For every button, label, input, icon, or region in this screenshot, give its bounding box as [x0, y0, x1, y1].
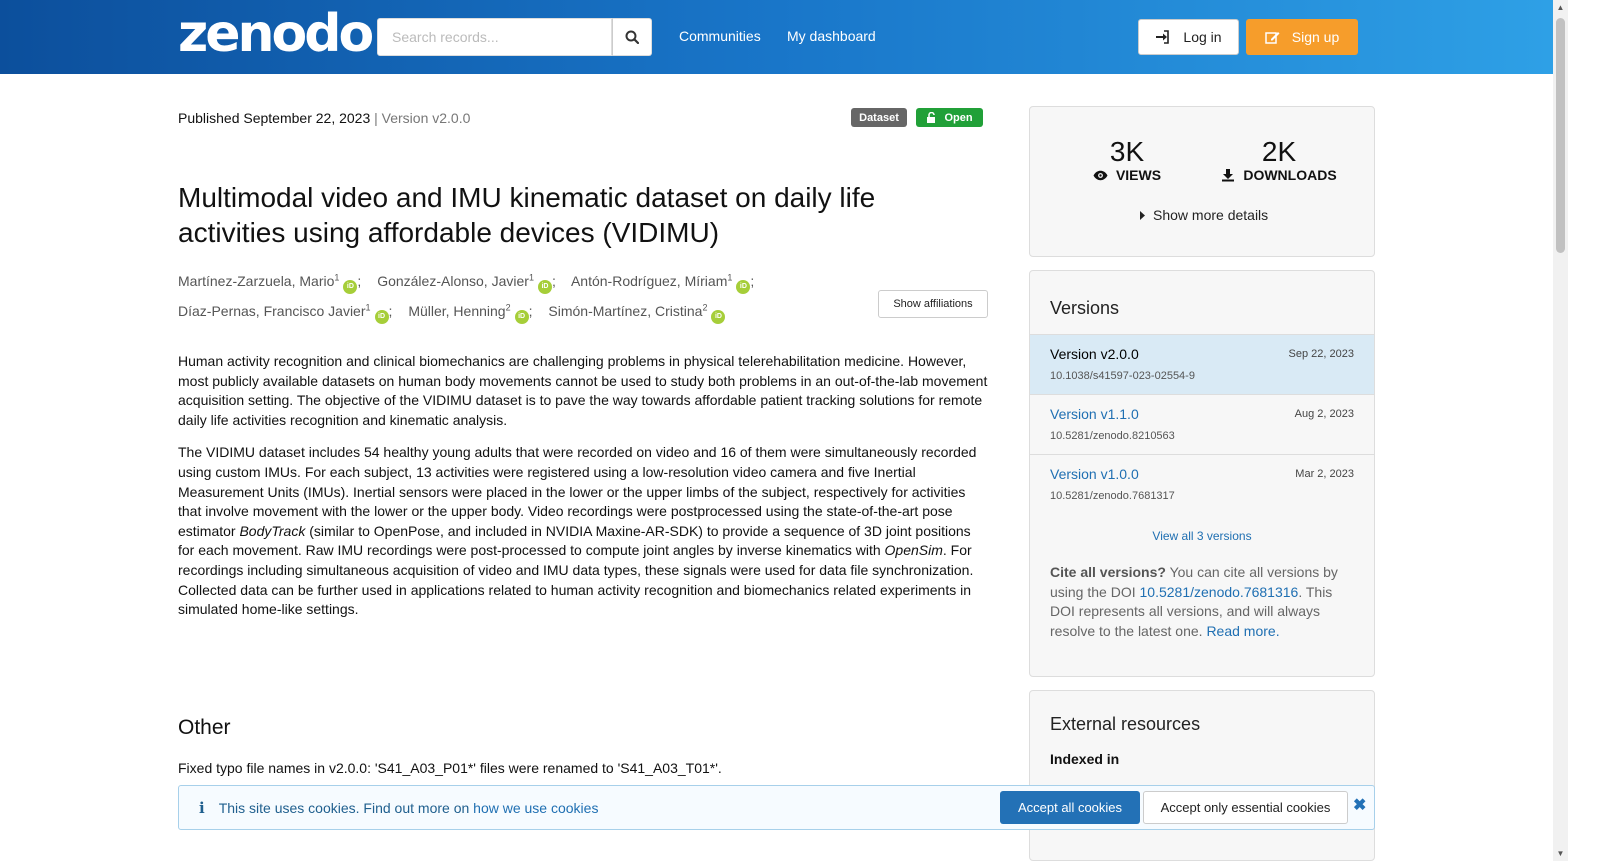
- orcid-icon[interactable]: iD: [538, 280, 552, 294]
- version-name: Version v2.0.0: [1050, 346, 1139, 362]
- login-label: Log in: [1183, 29, 1222, 45]
- edit-icon: [1265, 30, 1280, 44]
- orcid-icon[interactable]: iD: [343, 280, 357, 294]
- search-button[interactable]: [612, 18, 652, 56]
- author-item[interactable]: Martínez-Zarzuela, Mario$^1$iD ;: [178, 273, 373, 289]
- version-item: [1030, 394, 1374, 454]
- cookie-policy-link[interactable]: how we use cookies: [473, 800, 599, 816]
- unlock-icon: [926, 112, 936, 123]
- orcid-icon[interactable]: iD: [736, 280, 750, 294]
- version-doi: 10.1038/s41597-023-02554-9: [1050, 370, 1195, 382]
- signup-button[interactable]: [1246, 19, 1358, 55]
- read-more-link[interactable]: Read more.: [1206, 622, 1280, 639]
- views-label: VIEWS: [1115, 167, 1162, 183]
- cookie-banner: [178, 785, 1375, 830]
- author-item[interactable]: Díaz-Pernas, Francisco Javier$^1$iD ;: [178, 303, 404, 319]
- login-button[interactable]: [1138, 19, 1239, 55]
- version-doi: 10.5281/zenodo.7681317: [1050, 490, 1175, 502]
- nav-communities[interactable]: Communities: [679, 28, 761, 44]
- cite-all-versions: Cite all versions? You can cite all versions by using the DOI 10.5281/zenodo.7681316. This DOI represents all versions, and will always resolve to the latest one. Read more.: [1050, 564, 1338, 639]
- orcid-icon[interactable]: iD: [711, 310, 725, 324]
- version-date: Aug 2, 2023: [1294, 408, 1354, 420]
- downloads-count: 2K: [1261, 136, 1297, 167]
- description-paragraph: Human activity recognition and clinical biomechanics are challenging problems in physical telerehabilitation medicine. However, most publicly available datasets on human body movements cannot be used to study both problems in an out-of-the-lab movement acquisition setting. The objective of the VIDIMU dataset is to pave the way towards affordable patient tracking solutions for remote daily life activities recognition and kinematic analysis.: [178, 353, 988, 428]
- external-resources-card: [1029, 690, 1375, 861]
- page-scrollbar[interactable]: [1553, 0, 1568, 861]
- download-icon: [1221, 168, 1235, 182]
- search-input[interactable]: [377, 18, 612, 56]
- sign-in-icon: [1155, 30, 1169, 44]
- author-item[interactable]: Antón-Rodríguez, Míriam$^1$iD ;: [571, 273, 766, 289]
- indexed-in-label: Indexed in: [1050, 751, 1120, 767]
- version-link[interactable]: Version v1.0.0: [1050, 466, 1139, 482]
- stats-card: [1029, 106, 1375, 257]
- version-date: Sep 22, 2023: [1288, 348, 1354, 360]
- scroll-up-icon[interactable]: ▲: [1556, 3, 1565, 12]
- resource-type-badge: Dataset: [851, 108, 907, 127]
- downloads-label: DOWNLOADS: [1243, 167, 1337, 183]
- access-label: Open: [944, 111, 973, 124]
- external-resources-heading: External resources: [1050, 714, 1201, 734]
- author-item[interactable]: González-Alonso, Javier$^1$iD ;: [377, 273, 568, 289]
- version-date: Mar 2, 2023: [1295, 468, 1354, 480]
- views-stat: [1092, 137, 1162, 183]
- version-item: [1030, 454, 1374, 514]
- published-date: Published September 22, 2023: [178, 110, 371, 126]
- zenodo-logo[interactable]: zenodo: [178, 4, 372, 64]
- author-item[interactable]: Simón-Martínez, Cristina$^2$iD: [548, 303, 725, 319]
- concept-doi-link[interactable]: 10.5281/zenodo.7681316: [1139, 583, 1299, 600]
- signup-label: Sign up: [1291, 29, 1340, 45]
- other-notes: Fixed typo file names in v2.0.0: 'S41_A03_P01*' files were renamed to 'S41_A03_T01*'.: [178, 760, 722, 776]
- search-icon: [625, 30, 639, 44]
- author-item[interactable]: Müller, Henning$^2$iD ;: [408, 303, 544, 319]
- scroll-down-icon[interactable]: ▼: [1556, 849, 1565, 858]
- cookie-message: i This site uses cookies. Find out more on how we use cookies: [199, 799, 599, 817]
- record-title: Multimodal video and IMU kinematic dataset on daily life activities using affordable devices (VIDIMU): [178, 182, 876, 248]
- eye-icon: [1093, 170, 1108, 181]
- orcid-icon[interactable]: iD: [375, 310, 389, 324]
- search-form: [377, 18, 652, 56]
- description-paragraph: The VIDIMU dataset includes 54 healthy young adults that were recorded on video and 16 of them were simultaneously recorded using custom IMUs. For each subject, 13 activities were registered using a low-resolution video camera and five Inertial Measurement Units (IMUs). Inertial sensors were placed in the lower or the upper limbs of the subject, respectively for activities that involve movement with the lower or the upper body. Video recordings were postprocessed using the state-of-the-art pose estimator BodyTrack (similar to OpenPose, and included in NVIDIA Maxine-AR-SDK) to provide a sequence of 3D joint positions for each movement. Raw IMU recordings were post-processed to compute joint angles by inverse kinematics with OpenSim. For recordings including simultaneous acquisition of video and IMU data types, these signals were used for data file synchronization. Collected data can be further used in applications related to human activity recognition and biomechanics related experiments in simulated home-like settings.: [178, 444, 977, 618]
- versions-heading: Versions: [1050, 298, 1120, 318]
- record-description: [178, 352, 988, 633]
- version-link[interactable]: Version v1.1.0: [1050, 406, 1139, 422]
- downloads-stat: [1220, 137, 1338, 183]
- close-icon[interactable]: ✖: [1353, 797, 1367, 814]
- nav-my-dashboard[interactable]: My dashboard: [787, 28, 876, 44]
- top-navbar: [0, 0, 1553, 74]
- access-badge: [916, 108, 983, 127]
- accept-all-cookies-button[interactable]: Accept all cookies: [1000, 791, 1140, 824]
- accept-essential-cookies-button[interactable]: Accept only essential cookies: [1143, 791, 1348, 824]
- version-item: [1030, 334, 1374, 394]
- info-icon: i: [199, 799, 205, 817]
- view-all-versions-link[interactable]: View all 3 versions: [1152, 529, 1252, 543]
- versions-card: [1029, 270, 1375, 677]
- show-more-details[interactable]: Show more details: [1140, 207, 1268, 223]
- other-heading: Other: [178, 716, 231, 739]
- author-list: [178, 264, 868, 325]
- scrollbar-thumb[interactable]: [1556, 18, 1565, 253]
- record-version: | Version v2.0.0: [374, 110, 471, 126]
- publication-info: [178, 110, 470, 126]
- caret-right-icon: [1140, 211, 1145, 220]
- views-count: 3K: [1109, 136, 1145, 167]
- version-doi: 10.5281/zenodo.8210563: [1050, 430, 1175, 442]
- show-affiliations-button[interactable]: Show affiliations: [878, 290, 988, 318]
- orcid-icon[interactable]: iD: [515, 310, 529, 324]
